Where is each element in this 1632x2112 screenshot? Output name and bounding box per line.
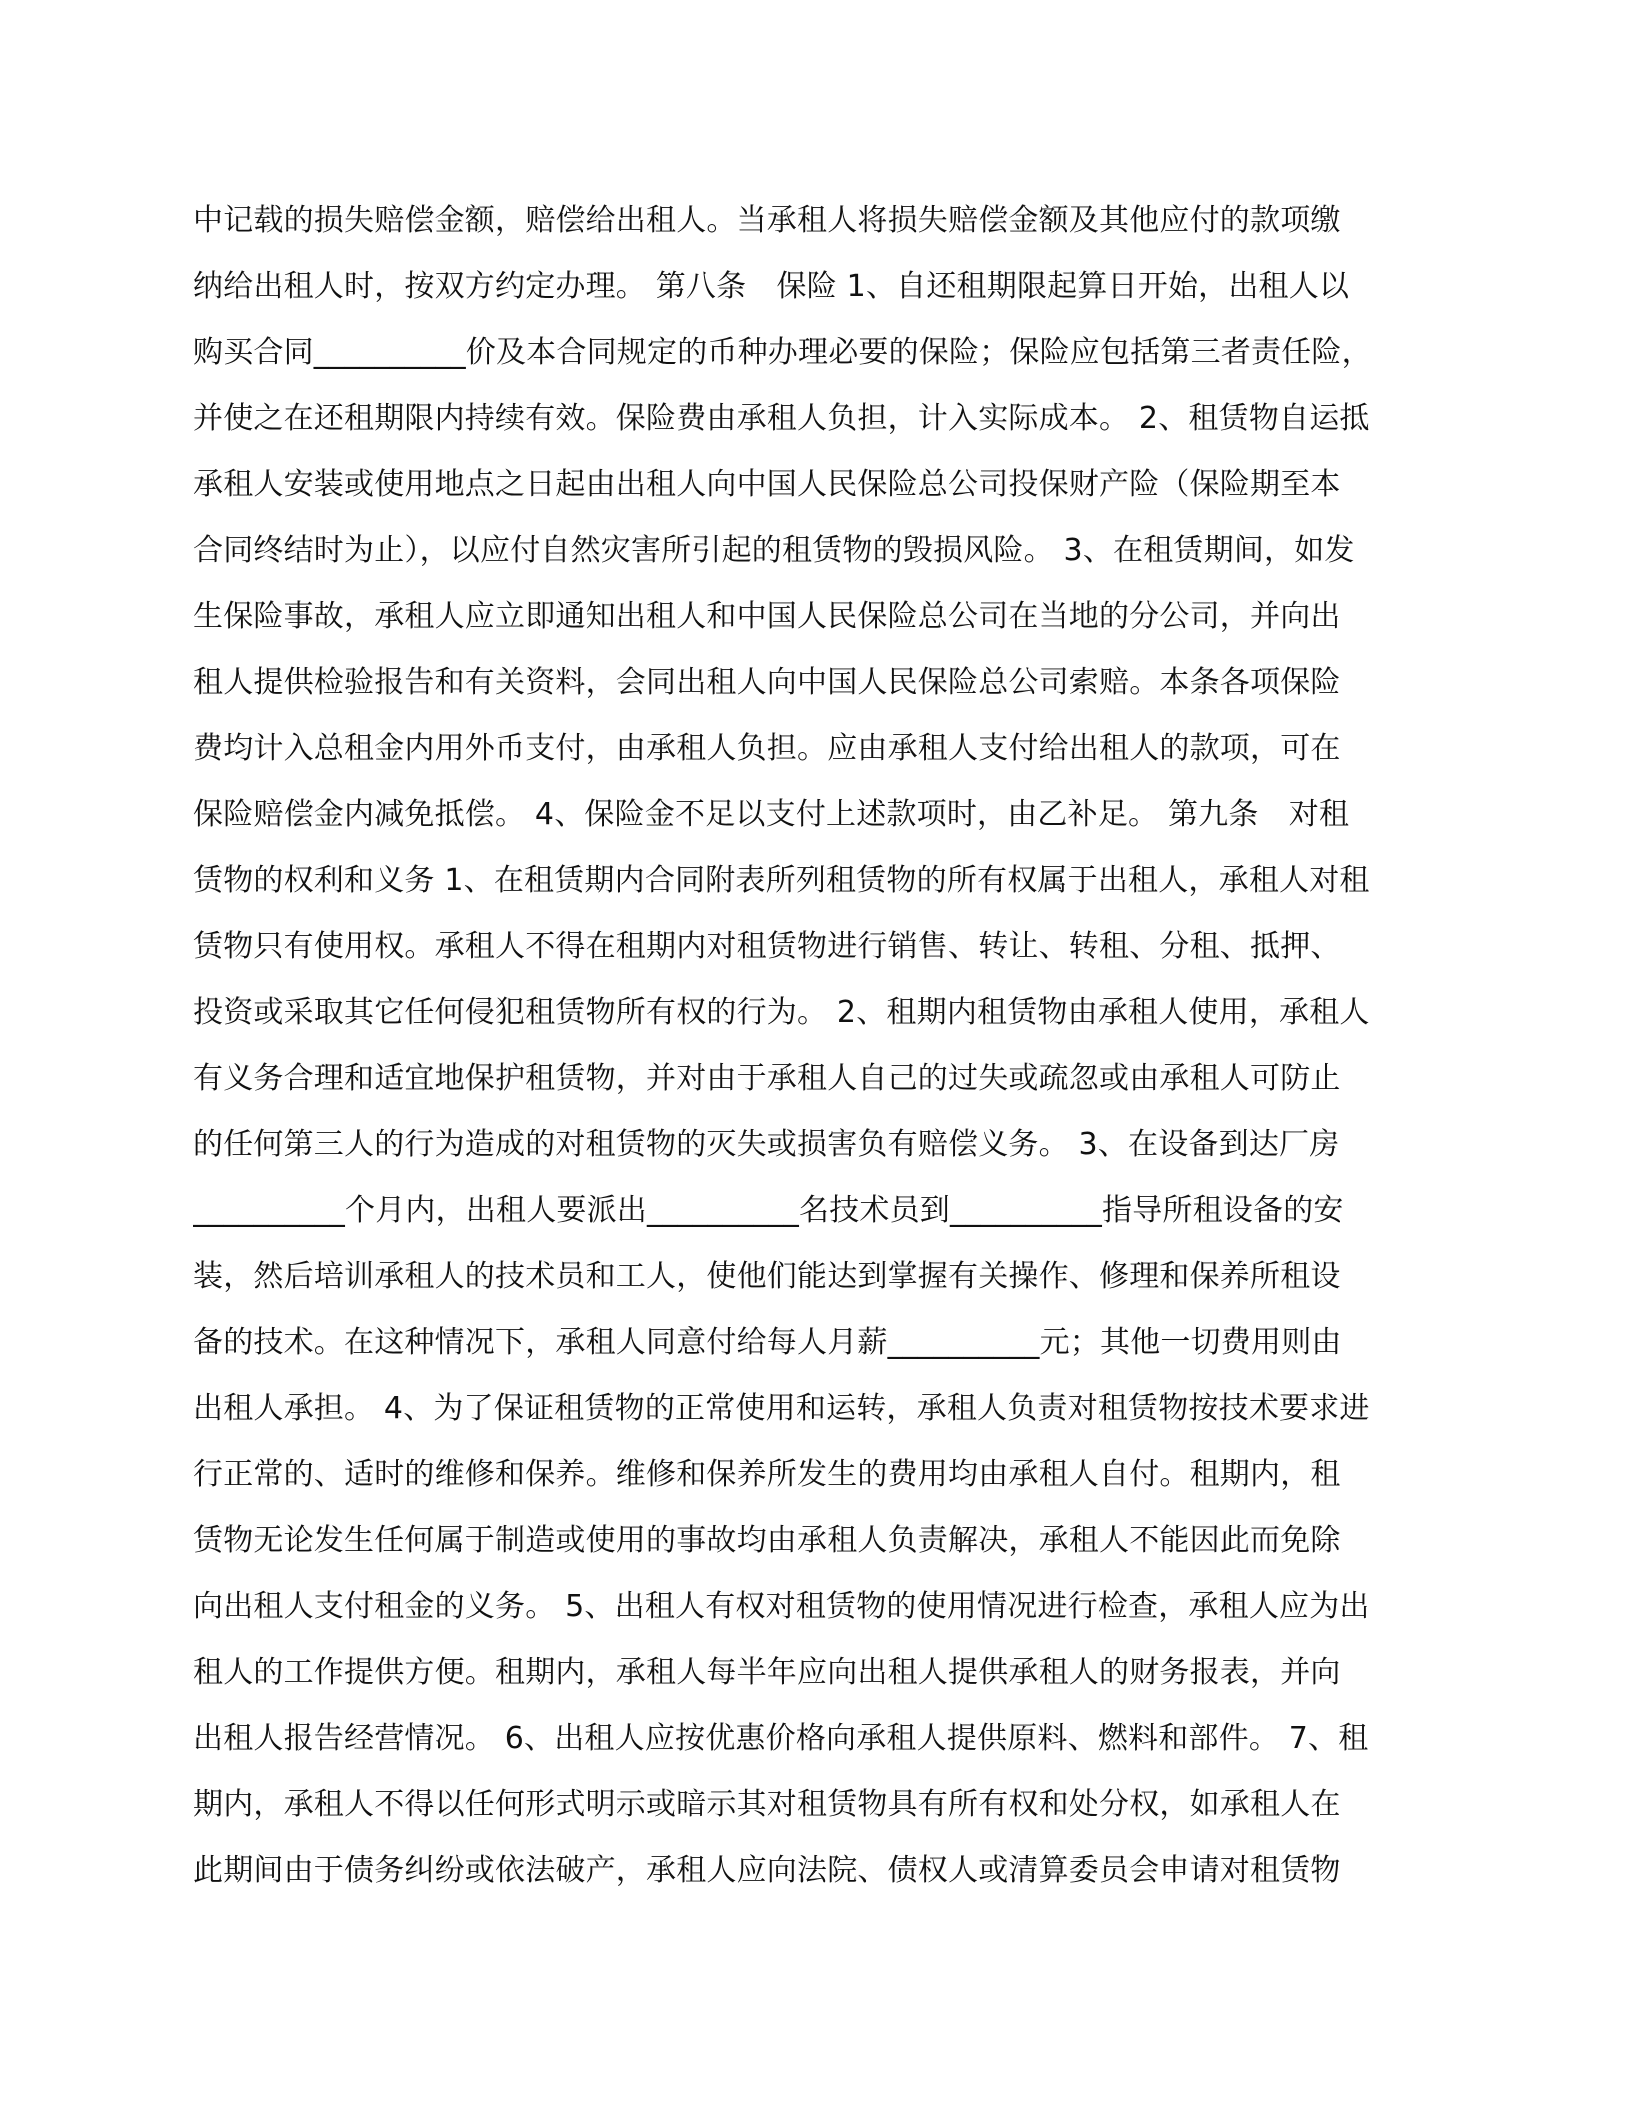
text-line: 承租人安装或使用地点之日起由出租人向中国人民保险总公司投保财产险（保险期至本: [193, 467, 1341, 502]
text-line: 期内，承租人不得以任何形式明示或暗示其对租赁物具有所有权和处分权，如承租人在: [193, 1787, 1341, 1822]
text-line: 租人的工作提供方便。租期内，承租人每半年应向出租人提供承租人的财务报表，并向: [193, 1655, 1341, 1690]
text-line: 赁物的权利和义务 1、在租赁期内合同附表所列租赁物的所有权属于出租人，承租人对租: [193, 863, 1370, 898]
text-line: 赁物只有使用权。承租人不得在租期内对租赁物进行销售、转让、转租、分租、抵押、: [193, 929, 1341, 964]
text-line: 装，然后培训承租人的技术员和工人，使他们能达到掌握有关操作、修理和保养所租设: [193, 1259, 1341, 1294]
text-line: 并使之在还租期限内持续有效。保险费由承租人负担，计入实际成本。 2、租赁物自运抵: [193, 401, 1370, 436]
text-line: 保险赔偿金内减免抵偿。 4、保险金不足以支付上述款项时，由乙补足。 第九条 对租: [193, 797, 1350, 832]
text-line: 租人提供检验报告和有关资料，会同出租人向中国人民保险总公司索赔。本条各项保险: [193, 665, 1341, 700]
text-line: 的任何第三人的行为造成的对租赁物的灭失或损害负有赔偿义务。 3、在设备到达厂房: [193, 1127, 1340, 1162]
text-line: 费均计入总租金内用外币支付，由承租人负担。应由承租人支付给出租人的款项，可在: [193, 731, 1341, 766]
text-line: 赁物无论发生任何属于制造或使用的事故均由承租人负责解决，承租人不能因此而免除: [193, 1523, 1341, 1558]
text-line: 有义务合理和适宜地保护租赁物，并对由于承租人自己的过失或疏忽或由承租人可防止: [193, 1061, 1341, 1096]
text-line: 向出租人支付租金的义务。 5、出租人有权对租赁物的使用情况进行检查，承租人应为出: [193, 1589, 1370, 1624]
text-line: 行正常的、适时的维修和保养。维修和保养所发生的费用均由承租人自付。租期内，租: [193, 1457, 1341, 1492]
text-line: __________个月内，出租人要派出__________名技术员到__________指导所租设备的安: [193, 1193, 1344, 1228]
text-line: 出租人报告经营情况。 6、出租人应按优惠价格向承租人提供原料、燃料和部件。 7、租: [193, 1721, 1369, 1756]
contract-text-body: [193, 188, 1443, 1904]
text-line: 生保险事故，承租人应立即通知出租人和中国人民保险总公司在当地的分公司，并向出: [193, 599, 1341, 634]
text-line: 中记载的损失赔偿金额，赔偿给出租人。当承租人将损失赔偿金额及其他应付的款项缴: [193, 203, 1341, 238]
text-line: 购买合同__________价及本合同规定的币种办理必要的保险；保险应包括第三者责任险，: [193, 335, 1372, 370]
text-line: 合同终结时为止），以应付自然灾害所引起的租赁物的毁损风险。 3、在租赁期间，如发: [193, 533, 1355, 568]
text-line: 投资或采取其它任何侵犯租赁物所有权的行为。 2、租期内租赁物由承租人使用，承租人: [193, 995, 1370, 1030]
text-line: 出租人承担。 4、为了保证租赁物的正常使用和运转，承租人负责对租赁物按技术要求进: [193, 1391, 1370, 1426]
text-line: 纳给出租人时，按双方约定办理。 第八条 保险 1、自还租期限起算日开始，出租人以: [193, 269, 1350, 304]
text-line: 此期间由于债务纠纷或依法破产，承租人应向法院、债权人或清算委员会申请对租赁物: [193, 1853, 1341, 1888]
text-line: 备的技术。在这种情况下，承租人同意付给每人月薪__________元；其他一切费用则由: [193, 1325, 1342, 1360]
